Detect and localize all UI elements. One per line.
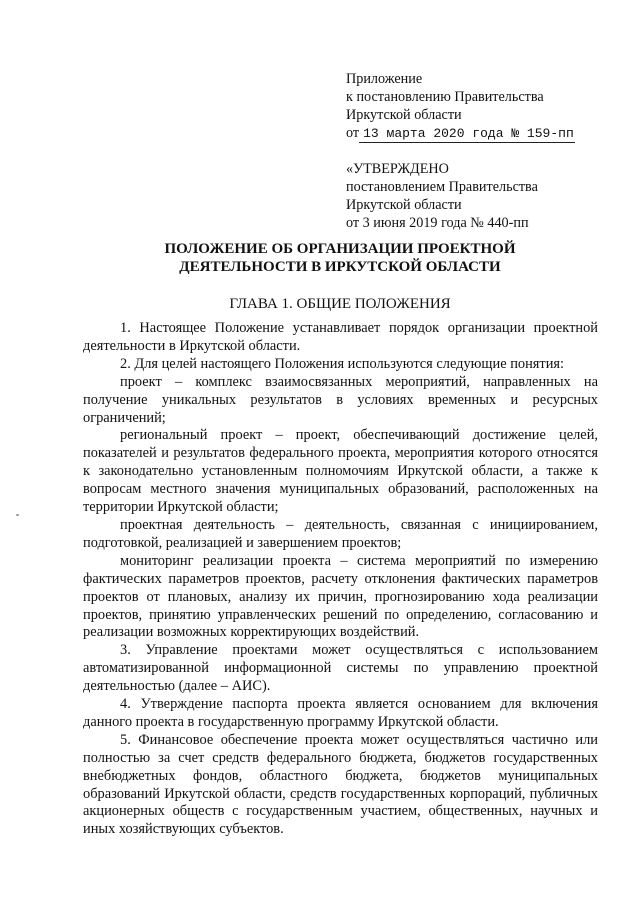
document-body bbox=[83, 320, 598, 839]
document-title-line-1: ПОЛОЖЕНИЕ ОБ ОРГАНИЗАЦИИ ПРОЕКТНОЙ bbox=[164, 241, 516, 257]
paragraph-2: 2. Для целей настоящего Положения используются следующие понятия: bbox=[120, 355, 565, 372]
definition-monitoring: мониторинг реализации проекта – система мероприятий по измерению фактических параметров проектов, расчету отклонения фактических параметров проектов от плановых, анализу их причин, прогнозированию хода реализации проектов, принятию управленческих решений по определению, согласованию и реализации возможных корректирующих воздействий. bbox=[83, 552, 598, 641]
paragraph-1: 1. Настоящее Положение устанавливает порядок организации проектной деятельности в Иркутской области. bbox=[83, 320, 598, 354]
approved-resolution-line: постановлением Правительства bbox=[346, 179, 538, 195]
appendix-block bbox=[346, 70, 616, 143]
appendix-label: Приложение bbox=[346, 71, 423, 87]
appendix-date-line bbox=[346, 124, 616, 143]
chapter-title: ГЛАВА 1. ОБЩИЕ ПОЛОЖЕНИЯ bbox=[229, 296, 451, 312]
scan-speck bbox=[16, 514, 19, 516]
approved-date-line: от 3 июня 2019 года № 440-пп bbox=[346, 215, 529, 231]
definition-project: проект – комплекс взаимосвязанных мероприятий, направленных на получение уникальных результатов в условиях временных и ресурсных ограничений; bbox=[83, 373, 598, 426]
document-title-line-2: ДЕЯТЕЛЬНОСТИ В ИРКУТСКОЙ ОБЛАСТИ bbox=[179, 259, 501, 275]
document-title bbox=[40, 240, 640, 276]
approved-heading: «УТВЕРЖДЕНО bbox=[346, 161, 449, 177]
appendix-region-line: Иркутской области bbox=[346, 107, 462, 123]
definition-project-activity: проектная деятельность – деятельность, связанная с инициированием, подготовкой, реализацией и завершением проектов; bbox=[83, 516, 598, 551]
paragraph-5: 5. Финансовое обеспечение проекта может осуществляться частично или полностью за счет средств федерального бюджета, бюджетов государственных внебюджетных фондов, областного бюджета, бюджетов муниципальных образований Иркутской области, средств государственных корпораций, публичных акционерных обществ с государственным участием, общественных, научных и иных хозяйствующих субъектов. bbox=[83, 731, 598, 838]
appendix-date-number: 13 марта 2020 года № 159-пп bbox=[359, 126, 575, 143]
appendix-date-prefix: от bbox=[346, 125, 360, 141]
paragraph-4: 4. Утверждение паспорта проекта является основанием для включения данного проекта в государственную программу Иркутской области. bbox=[83, 696, 598, 730]
approved-block bbox=[346, 160, 616, 232]
approved-region-line: Иркутской области bbox=[346, 197, 462, 213]
appendix-resolution-line: к постановлению Правительства bbox=[346, 89, 544, 105]
definition-regional-project: региональный проект – проект, обеспечивающий достижение целей, показателей и результатов федерального проекта, мероприятия которого относятся к законодательно установленным полномочиям Иркутской области, а также к вопросам местного значения муниципальных образований, расположенных на территории Иркутской области; bbox=[83, 427, 598, 516]
paragraph-3: 3. Управление проектами может осуществляться с использованием автоматизированной информационной системы по управлению проектной деятельностью (далее – АИС). bbox=[83, 642, 598, 695]
